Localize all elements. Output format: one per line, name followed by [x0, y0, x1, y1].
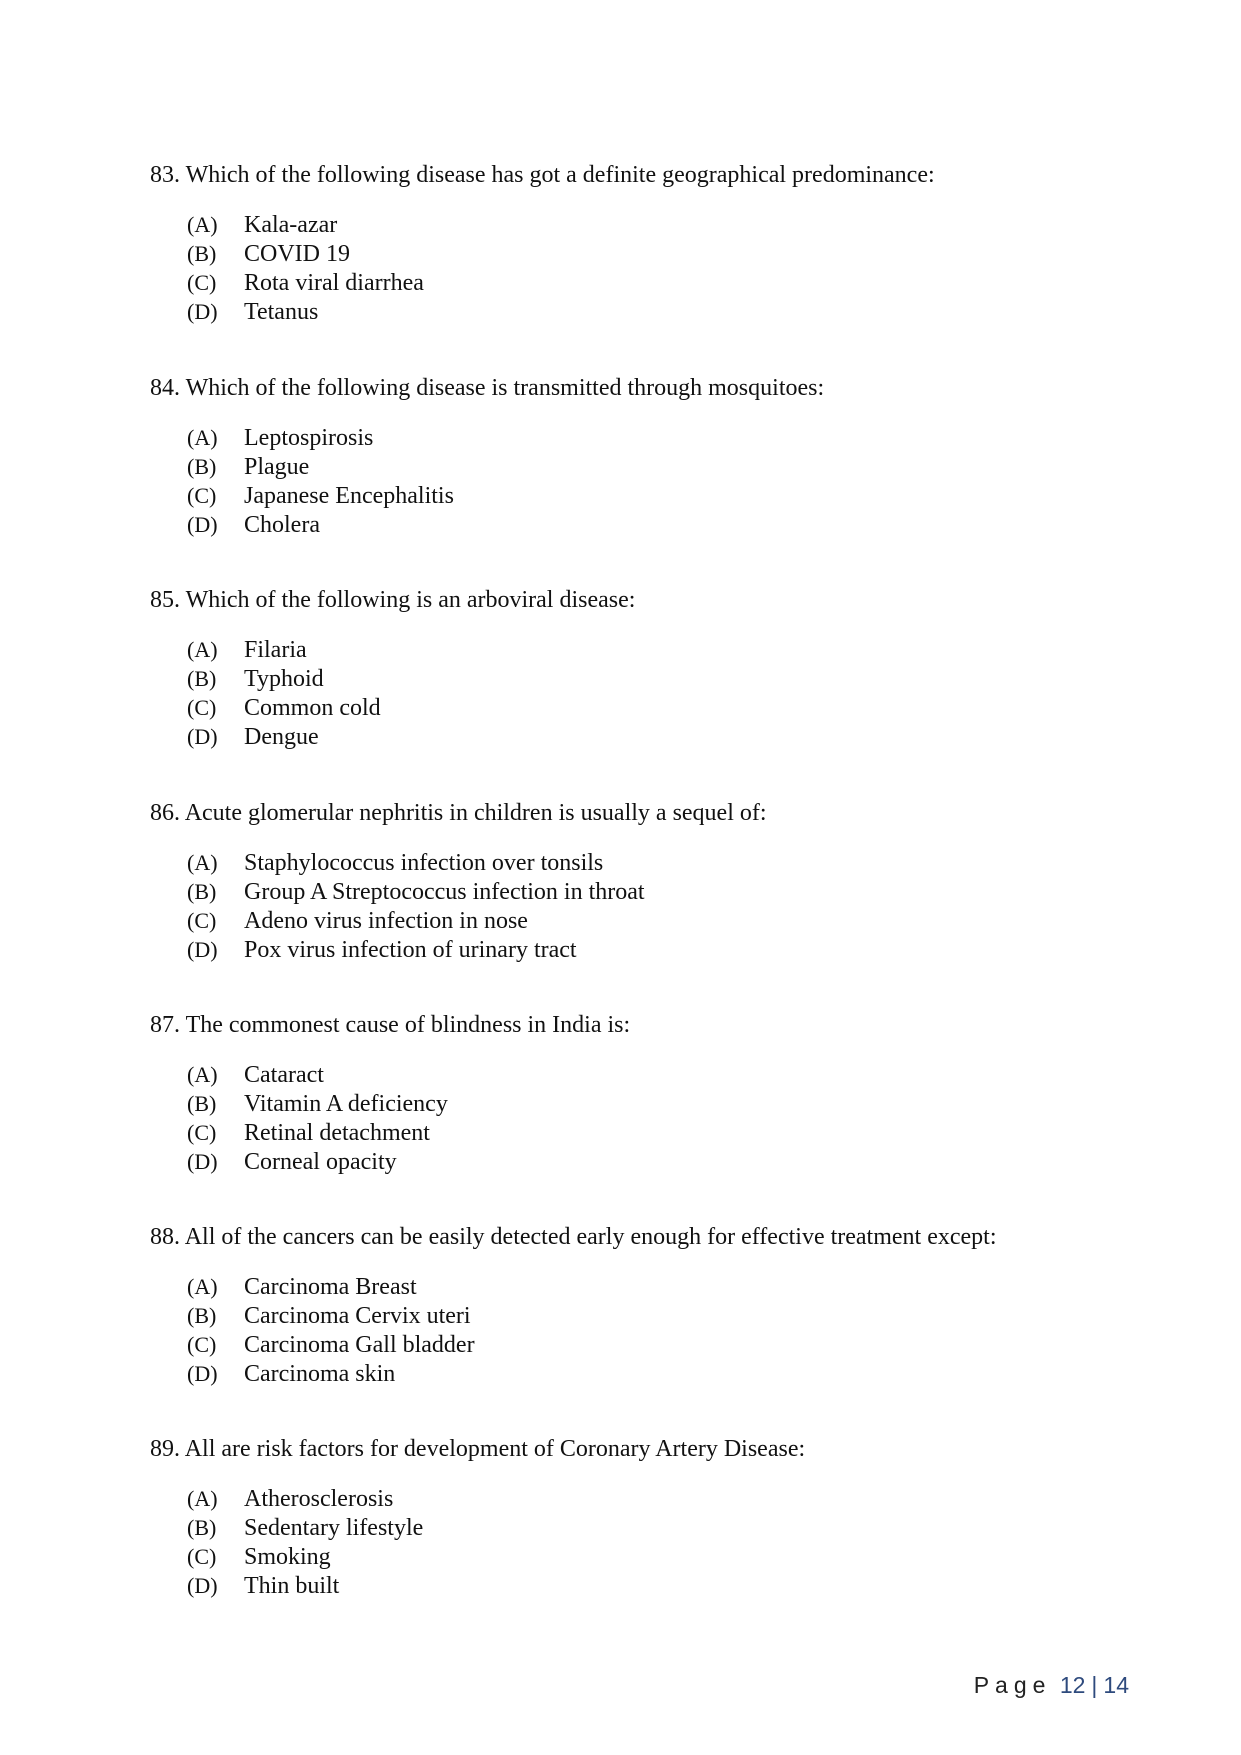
option-d [187, 297, 424, 326]
question-87 [150, 1010, 1110, 1175]
option-c [187, 268, 424, 297]
option-list [187, 635, 381, 751]
option-list [187, 423, 454, 539]
option-list [187, 1060, 448, 1176]
option-text: Pox virus infection of urinary tract [244, 937, 577, 963]
option-text: Retinal detachment [244, 1120, 430, 1146]
option-letter: (B) [187, 1515, 217, 1540]
option-b [187, 1513, 423, 1542]
option-text: Filaria [244, 637, 307, 663]
option-text: Carcinoma Gall bladder [244, 1332, 475, 1358]
option-text: Common cold [244, 695, 381, 721]
option-a [187, 848, 645, 877]
option-list [187, 1272, 475, 1388]
option-d [187, 722, 381, 751]
option-letter: (D) [187, 1573, 218, 1598]
option-text: Carcinoma skin [244, 1361, 396, 1387]
option-text: Leptospirosis [244, 425, 374, 451]
option-text: Plague [244, 454, 310, 480]
question-stem [150, 798, 1110, 828]
question-number: 85. [150, 587, 180, 613]
question-number: 83. [150, 162, 180, 188]
page-label: Page [973, 1672, 1052, 1698]
option-text: Cataract [244, 1062, 324, 1088]
option-a [187, 423, 454, 452]
option-letter: (B) [187, 241, 217, 266]
option-b [187, 239, 424, 268]
option-letter: (C) [187, 695, 217, 720]
question-text: Which of the following disease has got a definite geographical predominance: [185, 162, 935, 188]
option-text: Smoking [244, 1544, 331, 1570]
total-page-count: 14 [1103, 1672, 1129, 1698]
option-a [187, 1060, 448, 1089]
option-letter: (C) [187, 483, 217, 508]
option-text: COVID 19 [244, 241, 350, 267]
option-b [187, 452, 454, 481]
question-83 [150, 160, 1110, 325]
question-number: 86. [150, 800, 180, 826]
question-85 [150, 585, 1110, 750]
question-stem [150, 585, 1110, 615]
option-letter: (C) [187, 908, 217, 933]
option-letter: (B) [187, 454, 217, 479]
option-text: Sedentary lifestyle [244, 1515, 424, 1541]
option-c [187, 906, 645, 935]
option-text: Carcinoma Breast [244, 1274, 417, 1300]
question-text: Which of the following is an arboviral disease: [185, 587, 636, 613]
option-letter: (B) [187, 1303, 217, 1328]
option-letter: (A) [187, 637, 218, 662]
option-a [187, 1484, 423, 1513]
question-number: 84. [150, 375, 180, 401]
option-b [187, 664, 381, 693]
option-list [187, 210, 424, 326]
option-text: Rota viral diarrhea [244, 270, 424, 296]
option-text: Typhoid [244, 666, 324, 692]
option-b [187, 1301, 475, 1330]
question-stem [150, 160, 1110, 190]
question-text: The commonest cause of blindness in India is: [185, 1012, 631, 1038]
option-letter: (A) [187, 1274, 218, 1299]
option-letter: (B) [187, 666, 217, 691]
question-stem [150, 1434, 1110, 1464]
option-text: Corneal opacity [244, 1149, 397, 1175]
option-letter: (A) [187, 212, 218, 237]
option-letter: (D) [187, 1361, 218, 1386]
option-a [187, 210, 424, 239]
option-text: Atherosclerosis [244, 1486, 394, 1512]
option-a [187, 1272, 475, 1301]
option-letter: (A) [187, 1486, 218, 1511]
option-b [187, 1089, 448, 1118]
option-letter: (C) [187, 1120, 217, 1145]
question-number: 89. [150, 1436, 180, 1462]
question-text: All are risk factors for development of Coronary Artery Disease: [184, 1436, 806, 1462]
option-text: Cholera [244, 512, 320, 538]
question-84 [150, 373, 1110, 538]
page-separator: | [1091, 1672, 1098, 1698]
option-letter: (B) [187, 879, 217, 904]
option-text: Dengue [244, 724, 319, 750]
option-c [187, 481, 454, 510]
option-text: Carcinoma Cervix uteri [244, 1303, 471, 1329]
option-d [187, 1359, 475, 1388]
option-letter: (D) [187, 512, 218, 537]
option-c [187, 693, 381, 722]
option-d [187, 935, 645, 964]
option-letter: (D) [187, 299, 218, 324]
option-d [187, 1571, 423, 1600]
current-page-number: 12 [1059, 1672, 1086, 1698]
option-text: Group A Streptococcus infection in throat [244, 879, 645, 905]
option-letter: (B) [187, 1091, 217, 1116]
page-footer [974, 1670, 1129, 1700]
option-text: Vitamin A deficiency [244, 1091, 448, 1117]
question-89 [150, 1434, 1110, 1599]
question-text: All of the cancers can be easily detected early enough for effective treatment except: [184, 1224, 997, 1250]
option-text: Tetanus [244, 299, 319, 325]
option-letter: (D) [187, 724, 218, 749]
option-list [187, 1484, 423, 1600]
option-letter: (A) [187, 425, 218, 450]
option-c [187, 1542, 423, 1571]
option-letter: (D) [187, 1149, 218, 1174]
option-text: Adeno virus infection in nose [244, 908, 528, 934]
option-letter: (C) [187, 270, 217, 295]
option-text: Staphylococcus infection over tonsils [244, 850, 604, 876]
option-d [187, 510, 454, 539]
option-text: Kala-azar [244, 212, 338, 238]
question-stem [150, 1010, 1110, 1040]
option-letter: (A) [187, 1062, 218, 1087]
question-88 [150, 1222, 1110, 1387]
option-a [187, 635, 381, 664]
question-stem [150, 1222, 1110, 1252]
option-letter: (C) [187, 1332, 217, 1357]
option-letter: (D) [187, 937, 218, 962]
question-number: 88. [150, 1224, 180, 1250]
option-text: Thin built [244, 1573, 340, 1599]
option-d [187, 1147, 448, 1176]
option-text: Japanese Encephalitis [244, 483, 454, 509]
question-number: 87. [150, 1012, 180, 1038]
option-list [187, 848, 645, 964]
question-text: Which of the following disease is transmitted through mosquitoes: [185, 375, 825, 401]
option-b [187, 877, 645, 906]
option-letter: (A) [187, 850, 218, 875]
question-86 [150, 798, 1110, 963]
option-letter: (C) [187, 1544, 217, 1569]
option-c [187, 1118, 448, 1147]
question-stem [150, 373, 1110, 403]
question-text: Acute glomerular nephritis in children is usually a sequel of: [184, 800, 767, 826]
option-c [187, 1330, 475, 1359]
